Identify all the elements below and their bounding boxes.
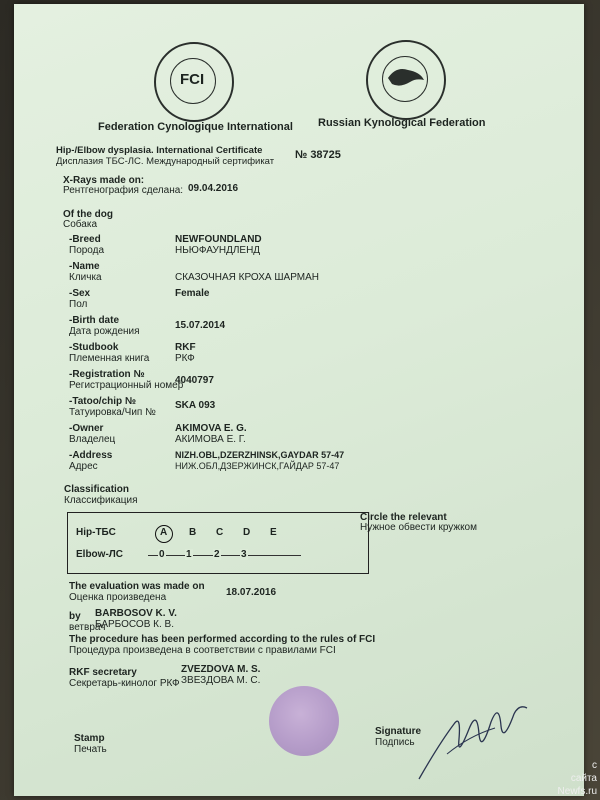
certificate-title-ru: Дисплазия ТБС-ЛС. Международный сертификат	[56, 156, 275, 167]
sex-value: Female	[175, 288, 210, 299]
procedure-ru: Процедура произведена в соответствии с правилами FCI	[69, 645, 336, 656]
registration-label-ru: Регистрационный номер	[69, 380, 184, 391]
secretary-name-en: ZVEZDOVA M. S.	[181, 664, 261, 675]
signature-label-ru: Подпись	[375, 737, 415, 748]
hip-label: Hip-ТБС	[76, 527, 116, 538]
name-label-ru: Кличка	[69, 272, 102, 283]
classification-label-en: Classification	[64, 484, 130, 495]
rkf-logo	[366, 40, 446, 120]
elbow-label: Elbow-ЛС	[76, 549, 124, 560]
birth-label-en: -Birth date	[69, 315, 119, 326]
circle-relevant-ru: Нужное обвести кружком	[360, 522, 477, 533]
studbook-label-ru: Племенная книга	[69, 353, 150, 364]
vet-name-ru: БАРБОСОВ К. В.	[95, 619, 174, 630]
studbook-value-ru: РКФ	[175, 353, 195, 364]
rkf-org-name: Russian Kynological Federation	[318, 117, 486, 129]
circle-relevant-en: Circle the relevant	[360, 512, 447, 523]
address-value-ru: НИЖ.ОБЛ,ДЗЕРЖИНСК,ГАЙДАР 57-47	[175, 461, 340, 471]
site-watermark	[555, 757, 600, 800]
hip-grade-b: B	[189, 527, 197, 538]
fci-logo-text: FCI	[180, 71, 205, 88]
fci-logo	[154, 42, 234, 122]
owner-label-en: -Owner	[69, 423, 104, 434]
secretary-label-ru: Секретарь-кинолог РКФ	[69, 678, 180, 689]
stamp-seal	[269, 686, 339, 756]
registration-label-en: -Registration №	[69, 369, 145, 380]
address-value-en: NIZH.OBL,DZERZHINSK,GAYDAR 57-47	[175, 450, 345, 460]
certificate-paper	[14, 4, 584, 796]
evaluation-label-en: The evaluation was made on	[69, 581, 205, 592]
owner-value-en: AKIMOVA E. G.	[175, 423, 247, 434]
secretary-label-en: RKF secretary	[69, 667, 137, 678]
dog-head-icon	[386, 64, 426, 92]
tatoo-label-ru: Татуировка/Чип №	[69, 407, 156, 418]
secretary-name-ru: ЗВЕЗДОВА М. С.	[181, 675, 261, 686]
procedure-en: The procedure has been performed according to the rules of FCI	[69, 634, 376, 645]
elbow-grade-0: 0	[159, 549, 165, 560]
watermark-line-2: сайта	[570, 773, 597, 784]
hip-grade-c: C	[216, 527, 224, 538]
elbow-grade-1: 1	[186, 549, 192, 560]
grade-box	[67, 512, 369, 574]
watermark-line-3: Newfs.ru	[557, 786, 597, 797]
handwritten-signature	[399, 684, 539, 784]
certificate-number: № 38725	[295, 149, 341, 161]
tatoo-label-en: -Tatoo/chip №	[69, 396, 137, 407]
classification-label-ru: Классификация	[64, 495, 138, 506]
dog-heading-ru: Собака	[63, 219, 97, 230]
name-label-en: -Name	[69, 261, 100, 272]
stamp-label-ru: Печать	[74, 744, 107, 755]
stamp-label-en: Stamp	[74, 733, 105, 744]
elbow-scale-line	[148, 555, 301, 556]
registration-value: 4040797	[175, 375, 214, 386]
sex-label-ru: Пол	[69, 299, 88, 310]
breed-label-ru: Порода	[69, 245, 105, 256]
certificate-title-en: Hip-/Elbow dysplasia. International Certificate	[56, 145, 263, 156]
tatoo-value: SKA 093	[175, 400, 216, 411]
address-label-ru: Адрес	[69, 461, 98, 472]
name-value-ru: СКАЗОЧНАЯ КРОХА ШАРМАН	[175, 272, 319, 283]
hip-grade-d: D	[243, 527, 251, 538]
by-label-ru: ветврач	[69, 622, 106, 633]
signature-label-en: Signature	[375, 726, 422, 737]
studbook-label-en: -Studbook	[69, 342, 119, 353]
elbow-grade-2: 2	[214, 549, 220, 560]
xray-date: 09.04.2016	[188, 183, 239, 194]
watermark-line-1: с	[592, 760, 597, 771]
xray-label-en: X-Rays made on:	[63, 175, 145, 186]
hip-grade-a: A	[160, 527, 168, 538]
evaluation-date: 18.07.2016	[226, 587, 277, 598]
studbook-value-en: RKF	[175, 342, 196, 353]
address-label-en: -Address	[69, 450, 113, 461]
owner-label-ru: Владелец	[69, 434, 116, 445]
evaluation-label-ru: Оценка произведена	[69, 592, 167, 603]
sex-label-en: -Sex	[69, 288, 91, 299]
birth-value: 15.07.2014	[175, 320, 226, 331]
by-label-en: by	[69, 611, 81, 622]
vet-name-en: BARBOSOV K. V.	[95, 608, 177, 619]
xray-label-ru: Рентгенография сделана:	[63, 185, 184, 196]
fci-org-name: Federation Cynologique International	[98, 121, 293, 133]
owner-value-ru: АКИМОВА Е. Г.	[175, 434, 246, 445]
birth-label-ru: Дата рождения	[69, 326, 140, 337]
dog-heading-en: Of the dog	[63, 209, 113, 220]
breed-value-ru: НЬЮФАУНДЛЕНД	[175, 245, 261, 256]
hip-grade-e: E	[270, 527, 277, 538]
breed-label-en: -Breed	[69, 234, 101, 245]
breed-value-en: NEWFOUNDLAND	[175, 234, 262, 245]
elbow-grade-3: 3	[241, 549, 247, 560]
